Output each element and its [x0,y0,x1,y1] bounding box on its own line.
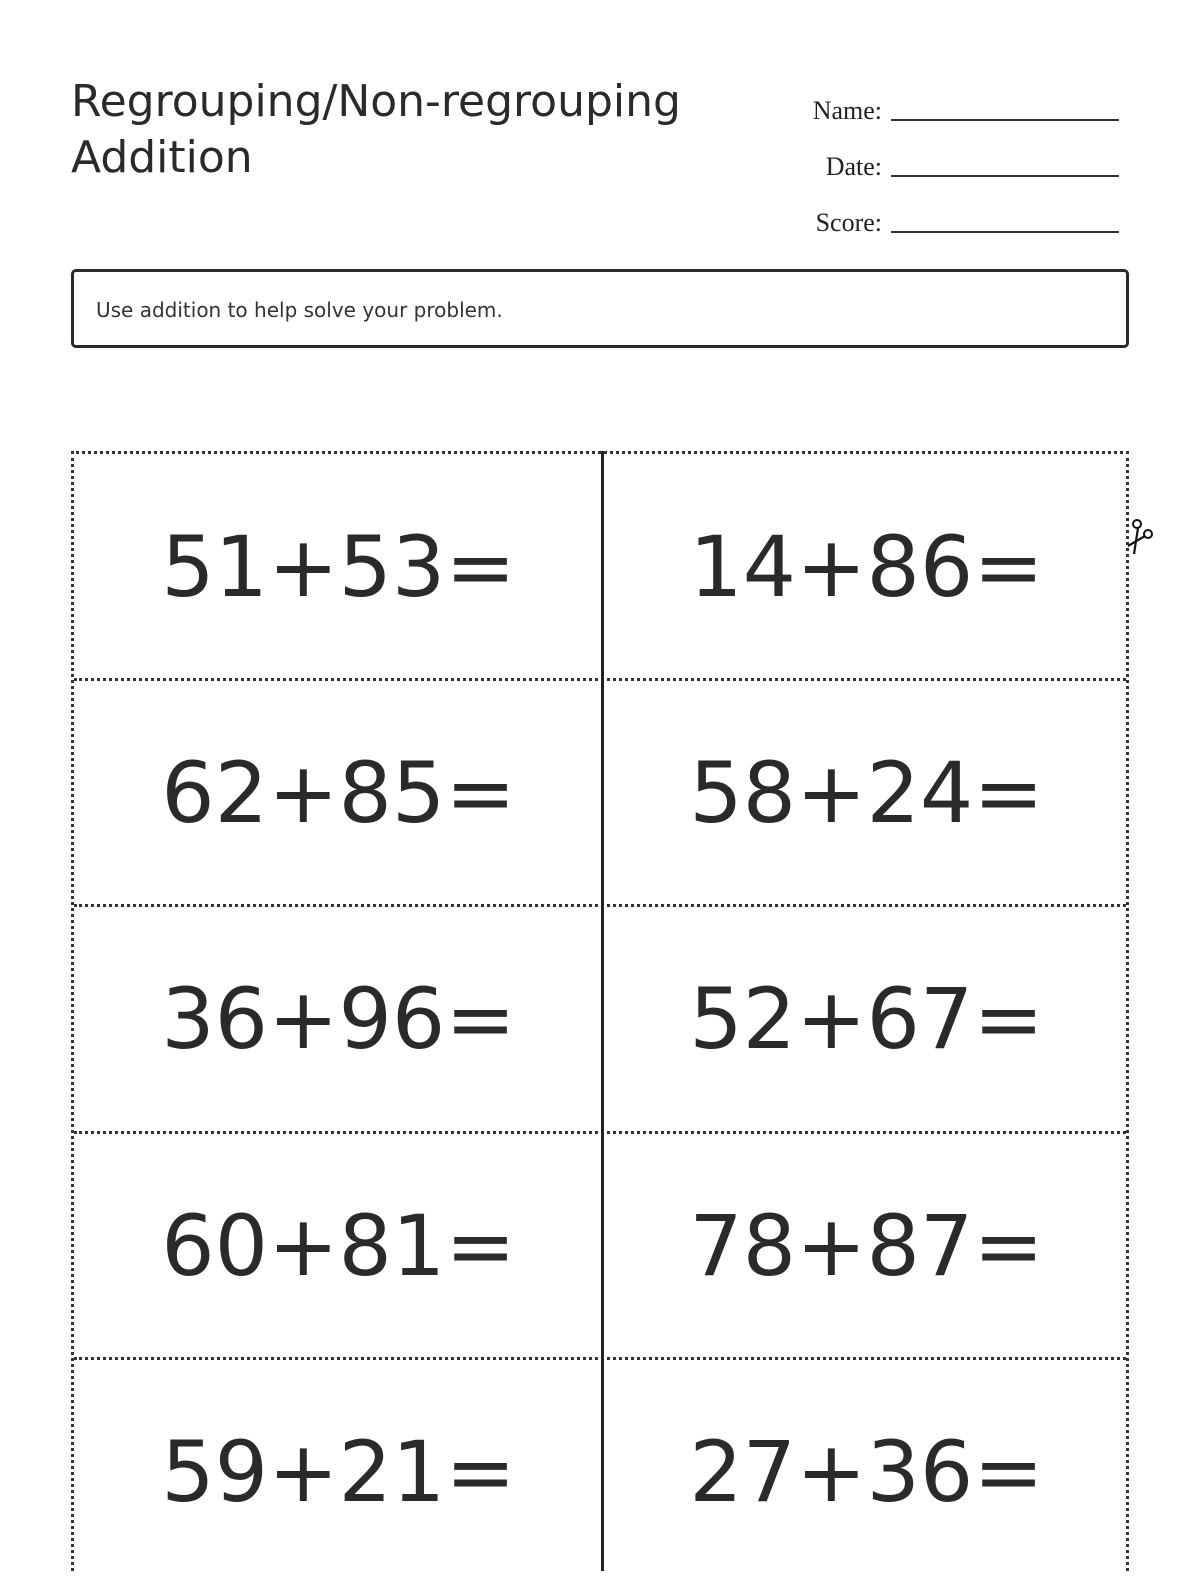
problem-cell-4: 58+24= [689,744,1044,842]
problem-cell-6: 52+67= [689,970,1044,1068]
problem-grid [71,451,1129,1571]
scissors-icon [1124,518,1158,558]
problem-cell-1: 51+53= [161,518,516,616]
name-field [780,76,1130,132]
date-label: Date: [825,152,882,181]
date-blank-line[interactable] [891,174,1119,177]
name-blank-line[interactable] [891,118,1119,121]
problem-cell-10: 27+36= [689,1423,1044,1521]
problem-cell-3: 62+85= [161,744,516,842]
instructions-box: Use addition to help solve your problem. [71,269,1129,348]
score-blank-line[interactable] [891,230,1119,233]
student-info-fields [780,76,1130,244]
score-label: Score: [815,208,882,237]
problem-cell-9: 59+21= [161,1423,516,1521]
problem-cell-7: 60+81= [161,1197,516,1295]
worksheet-title: Regrouping/Non-regrouping Addition [71,76,681,183]
problem-cell-2: 14+86= [689,518,1044,616]
problem-cell-8: 78+87= [689,1197,1044,1295]
name-label: Name: [812,96,882,125]
score-field [780,188,1130,244]
date-field [780,132,1130,188]
problem-cell-5: 36+96= [161,970,516,1068]
center-divider [601,451,604,1571]
